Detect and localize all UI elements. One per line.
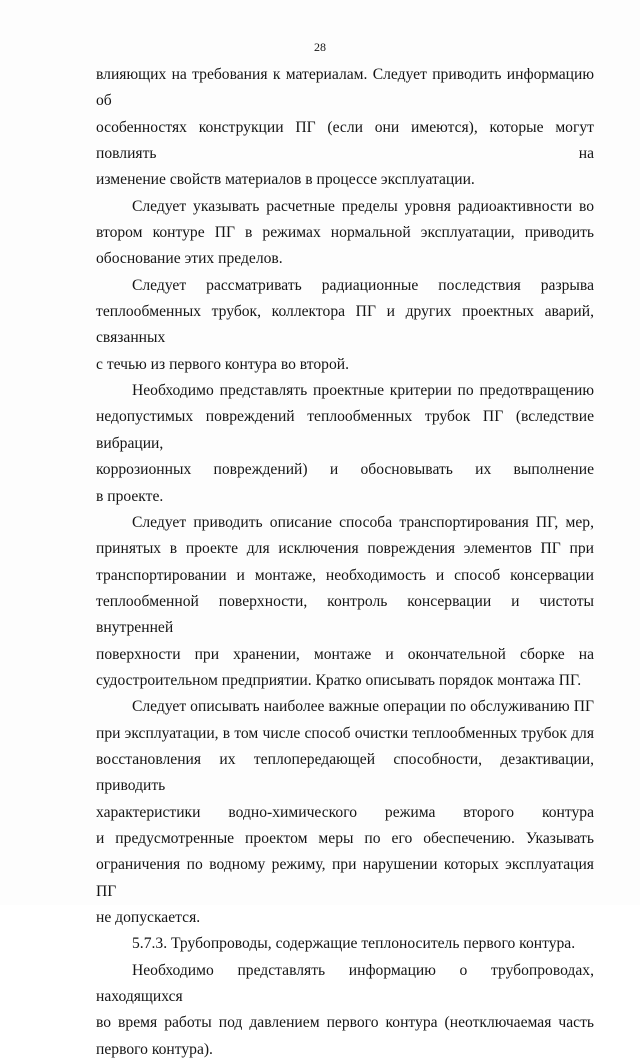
section-heading: [96, 931, 594, 957]
text-line: втором контуре ПГ в режимах нормальной эксплуатации, приводить: [96, 224, 594, 242]
text-line: не допускается.: [96, 909, 201, 926]
text-line: Следует рассматривать радиационные последствия разрыва: [132, 276, 594, 294]
text-line: ограничения по водному режиму, при нарушении которых эксплуатация ПГ: [96, 856, 594, 900]
text-line: транспортировании и монтаже, необходимость и способ консервации: [96, 566, 594, 584]
paragraph: [96, 273, 594, 378]
text-line: с течью из первого контура во второй.: [96, 355, 350, 373]
paragraph: [96, 958, 594, 1063]
text-line: в проекте.: [96, 487, 164, 505]
paragraph: [96, 510, 594, 694]
text-line: Необходимо представлять информацию о трубопроводах, находящихся: [96, 961, 594, 1006]
text-line: характеристики водно-химического режима второго контура: [96, 803, 594, 821]
paragraph: [96, 378, 594, 510]
text-line: при эксплуатации, в том числе способ очистки теплообменных трубок для: [96, 724, 594, 742]
text-line: поверхности при хранении, монтаже и окончательной сборке на: [96, 645, 594, 663]
text-line: восстановления их теплопередающей способности, дезактивации, приводить: [96, 750, 594, 795]
page-number: 28: [314, 40, 326, 54]
text-line: теплообменных трубок, коллектора ПГ и других проектных аварий, связанных: [96, 303, 594, 347]
text-line: обоснование этих пределов.: [96, 250, 283, 268]
text-line: Следует описывать наиболее важные операции по обслуживанию ПГ: [132, 698, 594, 716]
text-line: влияющих на требования к материалам. Следует приводить информацию об: [96, 66, 594, 110]
text-line: и предусмотренные проектом меры по его обеспечению. Указывать: [96, 829, 594, 847]
paragraph: [96, 694, 594, 931]
text-line: изменение свойств материалов в процессе эксплуатации.: [96, 171, 475, 189]
text-line: 5.7.3. Трубопроводы, содержащие теплоноситель первого контура.: [132, 935, 576, 953]
paragraph: [96, 62, 594, 194]
text-line: принятых в проекте для исключения повреждения элементов ПГ при: [96, 540, 594, 558]
text-line: во время работы под давлением первого контура (неотключаемая часть: [96, 1014, 594, 1032]
paragraph: [96, 194, 594, 273]
text-line: недопустимых повреждений теплообменных трубок ПГ (вследствие вибрации,: [96, 408, 594, 452]
text-line: первого контура).: [96, 1040, 213, 1058]
text-line: Следует приводить описание способа транспортирования ПГ, мер,: [132, 513, 594, 531]
text-line: судостроительном предприятии. Кратко описывать порядок монтажа ПГ.: [96, 671, 582, 689]
text-line: Необходимо представлять проектные критерии по предотвращению: [132, 382, 594, 400]
document-body: [96, 62, 594, 1063]
text-line: Следует указывать расчетные пределы уровня радиоактивности во: [132, 197, 594, 215]
text-line: теплообменной поверхности, контроль консервации и чистоты внутренней: [96, 592, 594, 637]
text-line: особенностях конструкции ПГ (если они имеются), которые могут повлиять на: [96, 118, 594, 163]
text-line: коррозионных повреждений) и обосновывать их выполнение: [96, 461, 594, 479]
